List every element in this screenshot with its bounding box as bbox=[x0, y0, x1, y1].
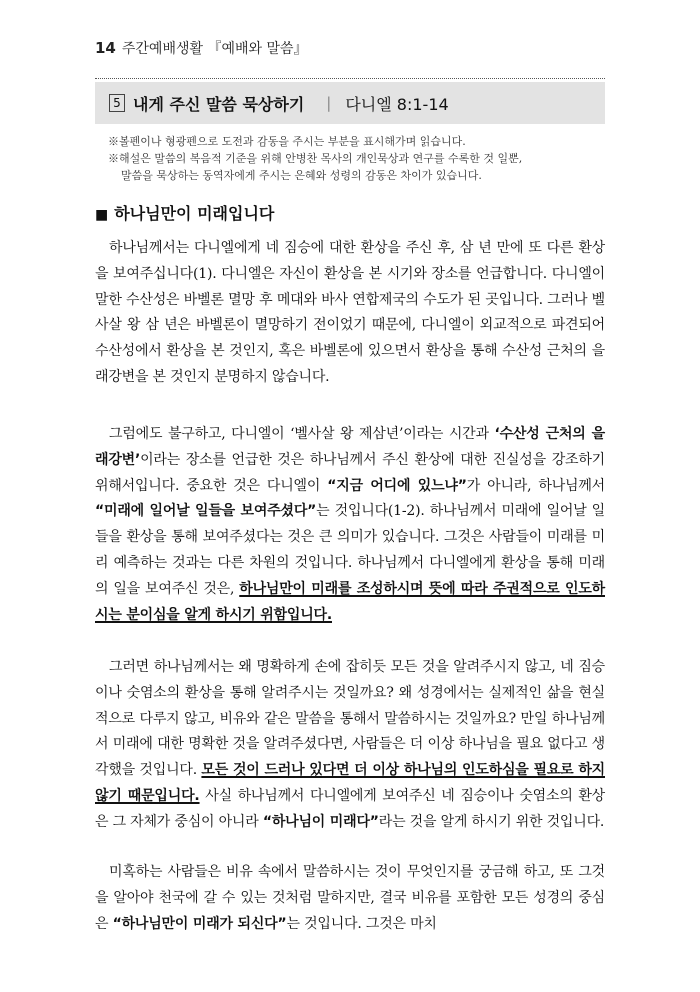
banner-title: 내게 주신 말씀 묵상하기 bbox=[133, 94, 305, 114]
note-line: ※볼펜이나 형광펜으로 도전과 감동을 주시는 부분을 표시해가며 읽습니다. bbox=[108, 135, 466, 148]
note-line: ※해설은 말씀의 복음적 기준을 위해 안병찬 목사의 개인묵상과 연구를 수록한 것 일뿐, bbox=[108, 152, 523, 165]
body-paragraph bbox=[95, 236, 605, 391]
body-paragraph bbox=[95, 422, 605, 628]
paragraph-text: 라는 것을 알게 하시기 위한 것입니다. bbox=[378, 813, 605, 830]
page-header bbox=[95, 38, 308, 58]
emphasis-text: “하나님만이 미래가 되신다” bbox=[112, 915, 287, 932]
dotted-divider bbox=[95, 78, 605, 79]
section-heading bbox=[95, 201, 274, 224]
square-bullet-icon: ■ bbox=[95, 207, 109, 223]
paragraph-text: 미혹하는 사람들은 비유 속에서 말씀하시는 것이 무엇인지를 궁금해 하고, 또 그것을 알아야 천국에 갈 수 있는 것처럼 말하지만, 결국 비유를 포함한 모든 성경의 중심은 bbox=[95, 864, 605, 932]
body-paragraph bbox=[95, 655, 605, 836]
underlined-emphasis: 모든 것이 드러나 있다면 더 이상 하나님의 인도하심을 필요로 하지 않기 때문입니다. bbox=[95, 762, 605, 804]
paragraph-text: 가 아니라, 하나님께서 bbox=[466, 477, 605, 494]
paragraph-text: 사실 하나님께서 다니엘에게 보여주신 네 짐승이나 숫염소의 환상은 그 자체가 중심이 아니라 bbox=[95, 787, 606, 830]
emphasis-text: “지금 어디에 있느냐” bbox=[327, 477, 467, 494]
book-title: 주간예배생활 『예배와 말씀』 bbox=[121, 41, 308, 57]
section-title: 하나님만이 미래입니다 bbox=[114, 204, 275, 223]
reading-notes bbox=[108, 133, 598, 184]
banner-separator: | bbox=[326, 94, 332, 112]
page-number: 14 bbox=[95, 39, 116, 57]
underlined-emphasis: 하나님만이 미래를 조성하시며 뜻에 따라 주권적으로 인도하시는 분이심을 알게 하시기 위함입니다. bbox=[95, 580, 605, 623]
scripture-reference: 다니엘 8:1-14 bbox=[345, 94, 449, 114]
paragraph-text: 그러면 하나님께서는 왜 명확하게 손에 잡히듯 모든 것을 알려주시지 않고, 네 짐승이나 숫염소의 환상을 통해 알려주시는 것일까요? 왜 성경에서는 실제적인 삶을 현실적으로 다루지 않고, 비유와 같은 말씀을 통해서 말씀하시는 것일까요? 만일 하나님께서 미래에 대한 명확한 것을 알려주셨다면, 사람들은 더 이상 하나님을 필요 없다고 생각했을 것입니다. bbox=[95, 659, 605, 779]
step-number-badge: 5 bbox=[109, 94, 125, 112]
paragraph-text: 하나님께서는 다니엘에게 네 짐승에 대한 환상을 주신 후, 삼 년 만에 또 다른 환상을 보여주십니다(1). 다니엘은 자신이 환상을 본 시기와 장소를 언급합니다. 다니엘이 말한 수산성은 바벨론 멸망 후 메대와 바사 연합제국의 수도가 된 곳입니다. 그러나 벨사살 왕 삼 년은 바벨론이 멸망하기 전이었기 때문에, 다니엘이 외교적으로 파견되어 수산성에서 환상을 본 것인지, 혹은 바벨론에 있으면서 환상을 통해 수산성 근처의 을래강변을 본 것인지 분명하지 않습니다. bbox=[95, 240, 605, 385]
paragraph-text: 이라는 장소를 언급한 것은 하나님께서 주신 환상에 대한 진실성을 강조하기 위해서입니다. 중요한 것은 다니엘이 bbox=[95, 451, 605, 494]
body-paragraph bbox=[95, 860, 605, 937]
emphasis-text: ‘수산성 근처의 을래강변’ bbox=[95, 426, 605, 468]
section-banner bbox=[95, 82, 605, 124]
paragraph-text: 그럼에도 불구하고, 다니엘이 ‘벨사살 왕 제삼년’이라는 시간과 bbox=[109, 426, 495, 442]
paragraph-text: 는 것입니다(1-2). 하나님께서 미래에 일어날 일들을 환상을 통해 보여주셨다는 것은 큰 의미가 있습니다. 그것은 사람들이 미래를 미리 예측하는 것과는 다른 차원의 것입니다. 하나님께서 다니엘에게 환상을 통해 미래의 일을 보여주신 것은, bbox=[95, 503, 605, 597]
note-line: 말씀을 묵상하는 동역자에게 주시는 은혜와 성령의 감동은 차이가 있습니다. bbox=[121, 169, 482, 182]
emphasis-text: “미래에 일어날 일들을 보여주셨다” bbox=[95, 503, 317, 520]
emphasis-text: “하나님이 미래다” bbox=[262, 813, 379, 830]
paragraph-text: 는 것입니다. 그것은 마치 bbox=[286, 915, 437, 932]
